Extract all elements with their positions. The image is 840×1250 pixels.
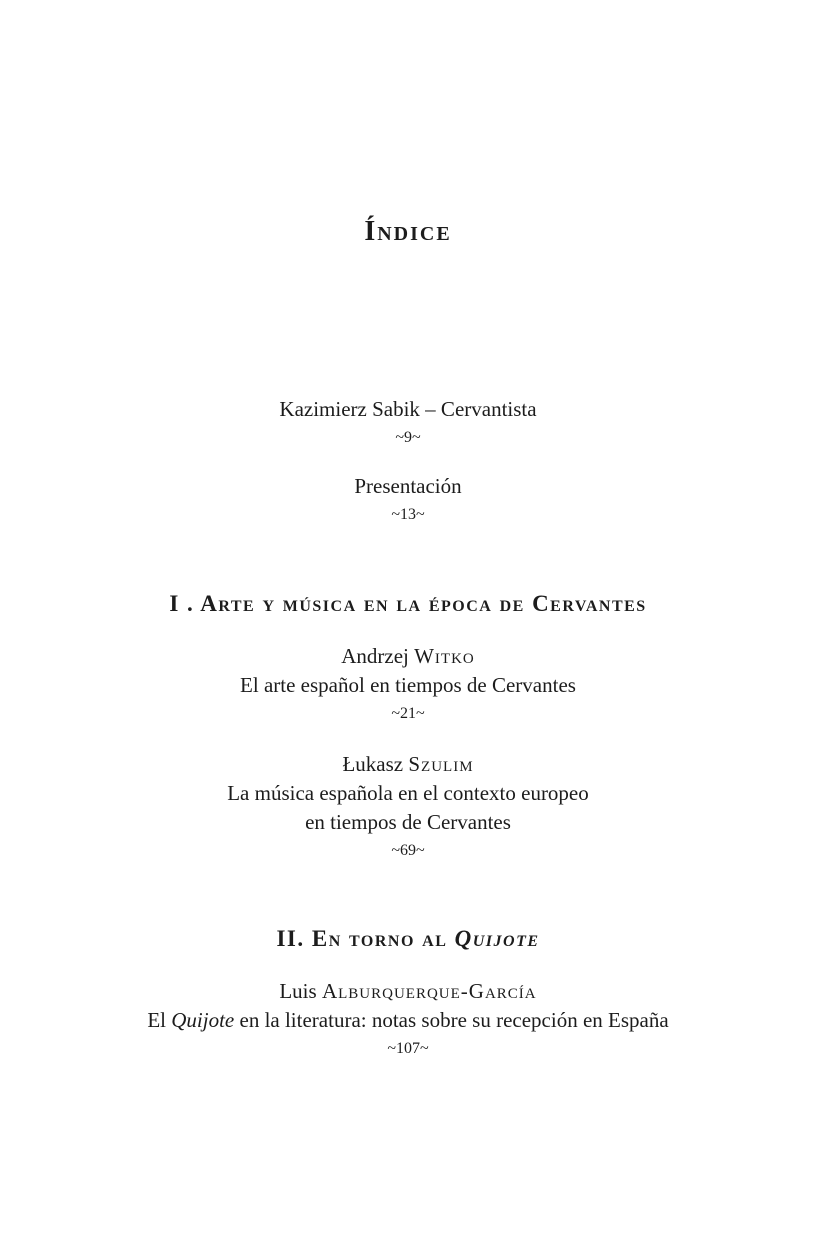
entry-title: Presentación: [354, 474, 462, 498]
entry-title: [0, 1006, 816, 1035]
entry-title-post: en la literatura: notas sobre su recepción en España: [239, 1008, 669, 1032]
section-heading-italic: Quijote: [454, 926, 540, 951]
section-heading-prefix: II. En torno al: [276, 926, 448, 951]
section-heading-1: I . Arte y música en la época de Cervantes: [169, 591, 647, 616]
toc-entry-front-2: [0, 472, 816, 529]
author-surname: Alburquerque-García: [321, 979, 537, 1003]
toc-entry-alburquerque: [0, 977, 816, 1063]
author-surname: Witko: [414, 644, 475, 668]
author-first-name: Andrzej: [341, 644, 409, 668]
entry-title-line-1: La música española en el contexto europeo: [227, 781, 589, 805]
entry-author: [0, 642, 816, 671]
toc-entry-front-1: [0, 395, 816, 452]
entry-author: [0, 977, 816, 1006]
entry-page: ~107~: [387, 1040, 429, 1057]
toc-entry-witko: [0, 642, 816, 728]
entry-page: ~69~: [391, 842, 425, 859]
author-surname: Szulim: [408, 752, 474, 776]
entry-title: Kazimierz Sabik – Cervantista: [279, 397, 537, 421]
entry-page: ~21~: [391, 705, 425, 722]
section-heading-2: [0, 926, 816, 952]
entry-page: ~9~: [395, 429, 421, 446]
page-title: Índice: [364, 216, 452, 247]
entry-page: ~13~: [391, 506, 425, 523]
toc-entry-szulim: [0, 750, 816, 865]
entry-title: El arte español en tiempos de Cervantes: [240, 673, 576, 697]
entry-author: [0, 750, 816, 779]
entry-title-line-2: en tiempos de Cervantes: [305, 810, 511, 834]
entry-title-italic: Quijote: [171, 1008, 235, 1032]
author-first-name: Łukasz: [342, 752, 404, 776]
author-first-name: Luis: [279, 979, 317, 1003]
entry-title-pre: El: [147, 1008, 166, 1032]
